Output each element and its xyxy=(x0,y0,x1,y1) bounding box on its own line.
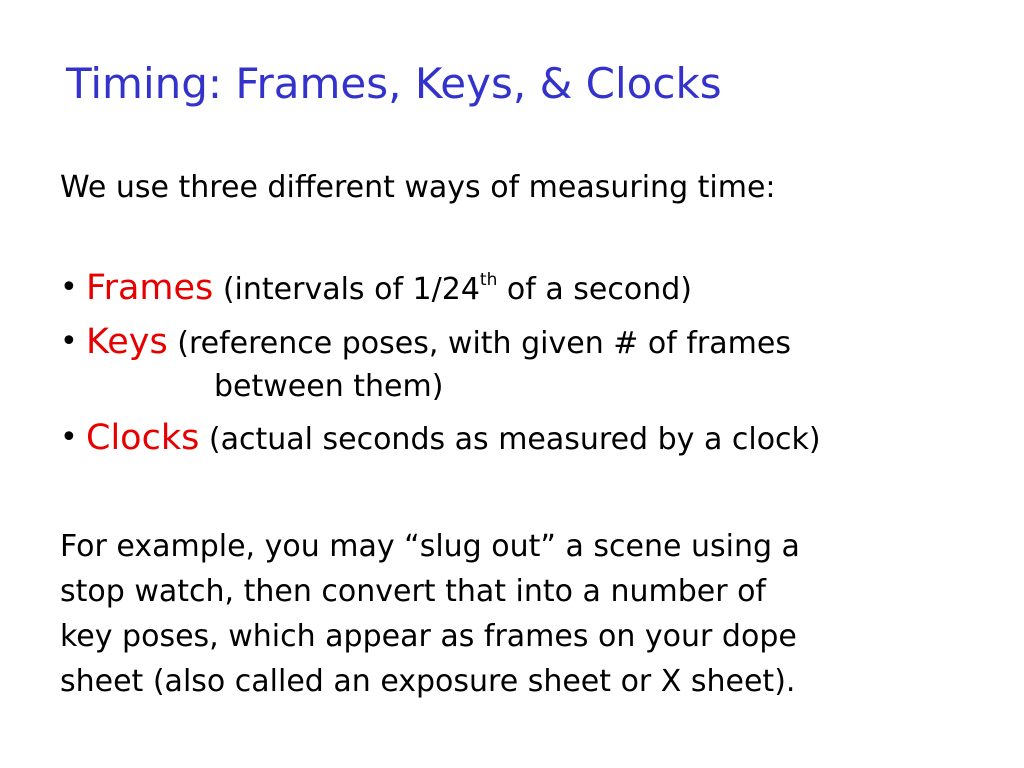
bullet-desc-keys-main: (reference poses, with given # of frames xyxy=(177,326,791,361)
bullet-term-frames: Frames xyxy=(86,268,214,308)
example-paragraph xyxy=(60,524,1000,704)
bullet-item-frames xyxy=(60,262,1000,316)
example-line: For example, you may “slug out” a scene using a xyxy=(60,529,800,564)
example-line: key poses, which appear as frames on your dope xyxy=(60,619,797,654)
bullet-desc-keys xyxy=(177,326,791,361)
bullet-desc-clocks-main: (actual seconds as measured by a clock) xyxy=(208,422,821,457)
bullet-icon: • xyxy=(60,270,78,305)
bullet-list xyxy=(60,262,1000,466)
bullet-icon: • xyxy=(60,324,78,359)
slide-title: Timing: Frames, Keys, & Clocks xyxy=(66,59,722,108)
bullet-term-keys: Keys xyxy=(86,322,168,362)
example-line: stop watch, then convert that into a number of xyxy=(60,574,766,609)
bullet-item-keys xyxy=(60,316,1000,410)
bullet-desc-frames-main: (intervals of 1/24 xyxy=(222,272,480,307)
bullet-desc-clocks xyxy=(209,422,821,457)
bullet-icon: • xyxy=(60,420,78,455)
intro-text: We use three different ways of measuring time: xyxy=(60,170,776,205)
bullet-item-clocks xyxy=(60,412,1000,466)
bullet-desc-frames xyxy=(223,272,692,307)
ordinal-superscript: th xyxy=(479,270,498,290)
bullet-desc-frames-end: of a second) xyxy=(497,272,692,307)
example-line: sheet (also called an exposure sheet or X sheet). xyxy=(60,664,796,699)
bullet-desc-keys-continuation: between them) xyxy=(214,369,444,404)
bullet-term-clocks: Clocks xyxy=(86,418,200,458)
